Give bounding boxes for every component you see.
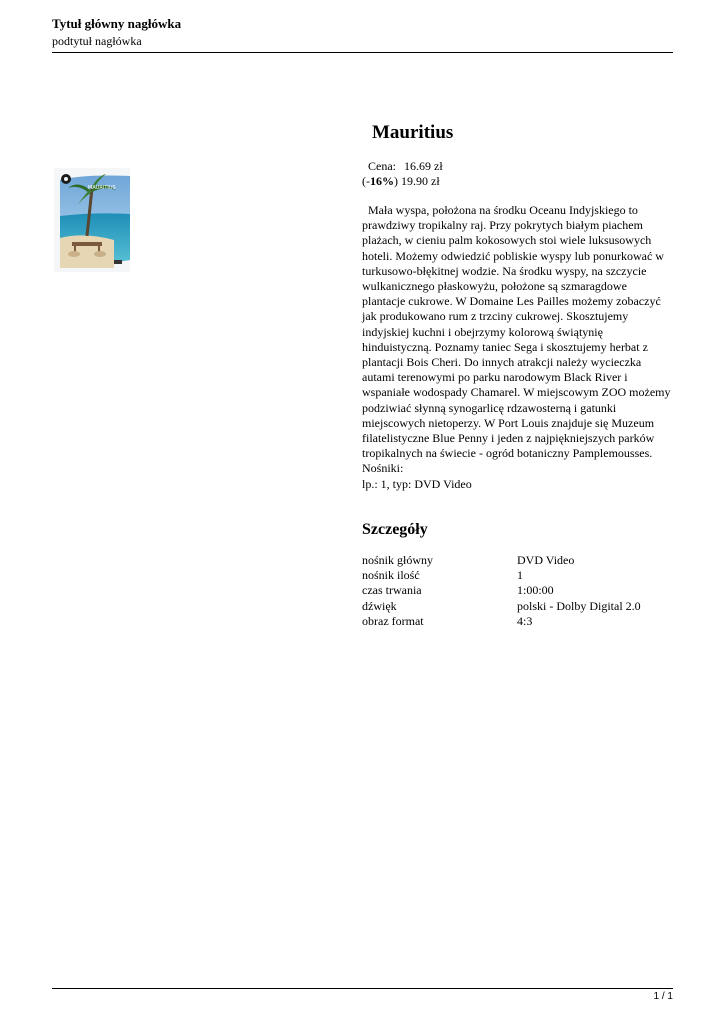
details-title: Szczegóły — [362, 520, 428, 538]
product-title: Mauritius — [372, 122, 454, 143]
header-divider — [52, 52, 673, 53]
discount-open: (- — [362, 174, 370, 188]
discount-close: ) — [394, 174, 398, 188]
detail-label: obraz format — [362, 614, 424, 629]
detail-value: polski - Dolby Digital 2.0 — [517, 598, 641, 613]
description-text: Mała wyspa, położona na środku Oceanu Indyjskiego to prawdziwy tropikalny raj. Przy pokrytych białym piachem plażach, w cieniu palm kokosowych stoi wiele luksusowych hoteli. Możemy odwiedzić pobliskie wyspy lub ponurkować w turkusowo-błękitnej wodzie. Na środku wyspy, na szczycie wulkanicznego płaskowyżu, położone są szmaragdowe plantacje cukrowe. W Domaine Les Pailles możemy zobaczyć jak produkowano rum z trzciny cukrowej. Skosztujemy indyjskiej kuchni i obejrzymy kolorową świątynię hinduistyczną. Poznamy taniec Sega i skosztujemy herbat z plantacji Bois Cheri. Do innych atrakcji należy wycieczka autami terenowymi po parku narodowym Black River i wspaniałe wodospady Chamarel. W miejscowym ZOO możemy podziwiać słynną synogarlicę rdzawosterną i gatunki miejscowych nietoperzy. W Port Louis znajduje się Muzeum filatelistyczne Blue Penny i jeden z najpiękniejszych parków tropikalnych na świecie - ogród botaniczny Pamplemousses. — [362, 203, 671, 461]
table-row — [362, 568, 641, 583]
table-row — [362, 553, 641, 568]
page-header — [52, 14, 673, 50]
table-row — [362, 614, 641, 629]
detail-value: 4:3 — [517, 614, 533, 629]
detail-label: nośnik główny — [362, 552, 434, 567]
detail-label: dźwięk — [362, 598, 397, 613]
detail-value: 1:00:00 — [517, 583, 554, 598]
discount-percent: 16% — [370, 174, 394, 188]
price-line — [362, 159, 672, 174]
header-subtitle: podtytuł nagłówka — [52, 34, 142, 48]
table-row — [362, 599, 641, 614]
price-value: 16.69 zł — [404, 159, 443, 173]
header-title: Tytuł główny nagłówka — [52, 16, 182, 31]
discount-line — [362, 174, 672, 189]
media-label: Nośniki: — [362, 461, 404, 476]
cover-title: MAURITIUS — [88, 185, 116, 191]
detail-label: nośnik ilość — [362, 568, 420, 583]
product-description — [362, 203, 672, 461]
media-line: lp.: 1, typ: DVD Video — [362, 476, 472, 491]
original-price: 19.90 zł — [401, 174, 440, 188]
detail-label: czas trwania — [362, 583, 422, 598]
detail-value: 1 — [517, 568, 523, 583]
price-label: Cena: — [368, 159, 396, 173]
detail-value: DVD Video — [517, 552, 575, 567]
dvd-cover-image — [54, 168, 130, 272]
table-row — [362, 583, 641, 598]
footer-divider — [52, 988, 673, 989]
page-number: 1 / 1 — [653, 991, 673, 1002]
product-content — [362, 120, 672, 629]
details-table — [362, 553, 641, 629]
